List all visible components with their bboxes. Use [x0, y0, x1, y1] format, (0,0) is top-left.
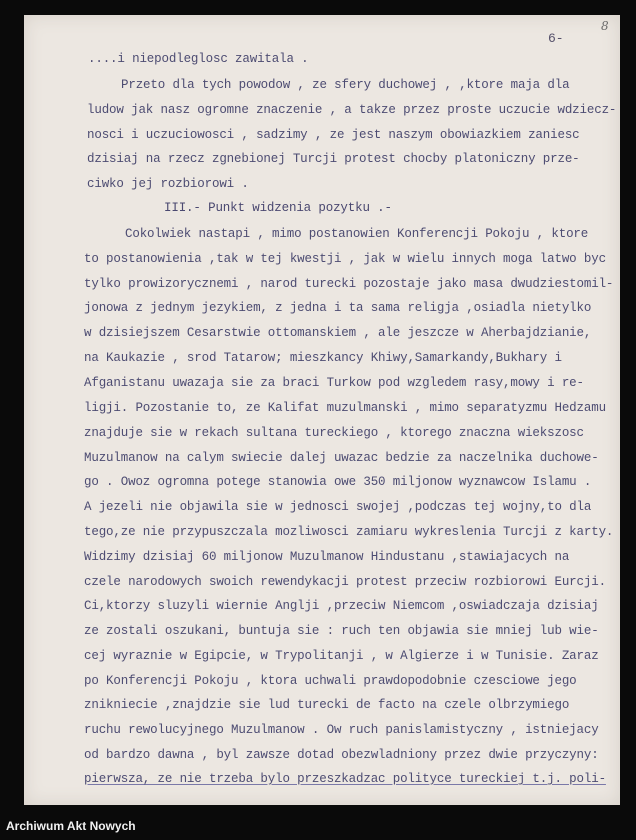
text-line: Widzimy dzisiaj 60 miljonow Muzulmanow Hindustanu ,stawiajacych na [84, 550, 570, 564]
text-line: tego,ze nie przypuszczala mozliwosci zamiaru wykreslenia Turcji z karty. [84, 525, 614, 539]
text-line: od bardzo dawna , byl zawsze dotad obezwladniony przez dwie przyczyny: [84, 748, 599, 762]
text-line: ruchu rewolucyjnego Muzulmanow . Ow ruch panislamistyczny , istniejacy [84, 723, 599, 737]
text-line: znajduje sie w rekach sultana tureckiego , ktorego znaczna wiekszosc [84, 426, 584, 440]
text-line: cej wyraznie w Egipcie, w Trypolitanji , w Algierze i w Tunisie. Zaraz [84, 649, 599, 663]
text-line: jonowa z jednym jezykiem, z jedna i ta sama religja ,osiadla nietylko [84, 301, 592, 315]
text-line: go . Owoz ogromna potege stanowia owe 350 miljonow wyznawcow Islamu . [84, 475, 592, 489]
text-line: pierwsza, ze nie trzeba bylo przeszkadzac polityce tureckiej t.j. poli- [84, 772, 606, 786]
text-line: Cokolwiek nastapi , mimo postanowien Konferencji Pokoju , ktore [125, 227, 589, 241]
text-line: tylko prowizorycznemi , narod turecki pozostaje jako masa dwudziestomil- [84, 277, 614, 291]
archive-footer-bar [0, 808, 636, 840]
text-line: w dzisiejszem Cesarstwie ottomanskiem , ale jeszcze w Aherbajdzianie, [84, 326, 592, 340]
text-line: to postanowienia ,tak w tej kwestji , jak w wielu innych moga latwo byc [84, 252, 606, 266]
text-line: nosci i uczuciowosci , sadzimy , ze jest naszym obowiazkiem zaniesc [87, 128, 580, 142]
text-line: Afganistanu uwazaja sie za braci Turkow pod wzgledem rasy,mowy i re- [84, 376, 584, 390]
section-heading: III.- Punkt widzenia pozytku .- [164, 201, 392, 215]
archive-page-mark: 8 [601, 19, 609, 33]
text-line: ludow jak nasz ogromne znaczenie , a takze przez proste uczucie wdziecz- [87, 103, 617, 117]
text-line: Ci,ktorzy sluzyli wiernie Anglji ,przeciw Niemcom ,oswiadczaja dzisiaj [84, 599, 599, 613]
archive-footer-label: Archiwum Akt Nowych [6, 819, 136, 833]
text-line: Przeto dla tych powodow , ze sfery duchowej , ,ktore maja dla [121, 78, 570, 92]
text-line: czele narodowych swoich rewendykacji protest przeciw rozbiorowi Eurcji. [84, 575, 606, 589]
document-page [24, 15, 620, 805]
text-line: znikniecie ,znajdzie sie lud turecki de facto na czele olbrzymiego [84, 698, 570, 712]
page-number: 6- [548, 31, 564, 46]
text-line: Muzulmanow na calym swiecie dalej uwazac bedzie za naczelnika duchowe- [84, 451, 599, 465]
text-line: A jezeli nie objawila sie w jednosci swojej ,podczas tej wojny,to dla [84, 500, 592, 514]
text-line: ....i niepodleglosc zawitala . [88, 52, 309, 66]
text-line: ligji. Pozostanie to, ze Kalifat muzulmanski , mimo separatyzmu Hedzamu [84, 401, 606, 415]
text-line: ciwko jej rozbiorowi . [87, 177, 249, 191]
text-line: dzisiaj na rzecz zgnebionej Turcji protest chocby platoniczny prze- [87, 152, 580, 166]
typed-text-body [24, 15, 620, 805]
text-line: po Konferencji Pokoju , ktora uchwali prawdopodobnie czesciowe jego [84, 674, 577, 688]
text-line: na Kaukazie , srod Tatarow; mieszkancy Khiwy,Samarkandy,Bukhary i [84, 351, 562, 365]
text-line: ze zostali oszukani, buntuja sie : ruch ten objawia sie mniej lub wie- [84, 624, 599, 638]
